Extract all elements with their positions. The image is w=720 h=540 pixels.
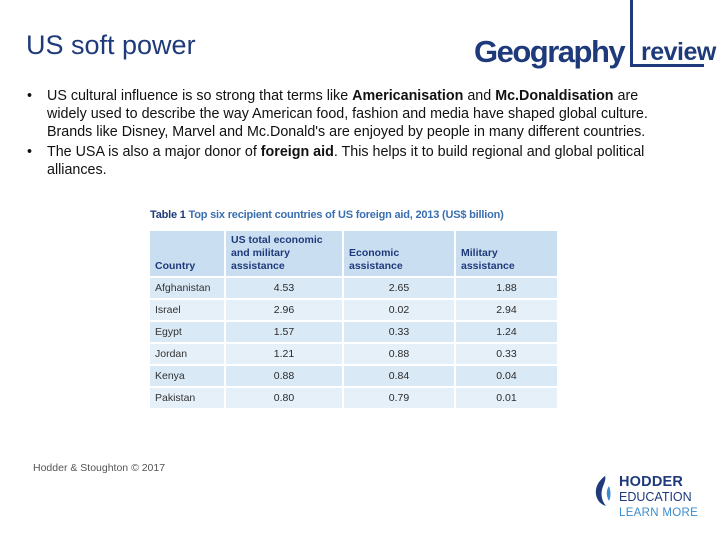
table-row bbox=[150, 365, 558, 387]
cell-military: 2.94 bbox=[455, 299, 558, 321]
cell-military: 0.04 bbox=[455, 365, 558, 387]
copyright-notice: Hodder & Stoughton © 2017 bbox=[33, 462, 166, 474]
bold-term: foreign aid bbox=[260, 144, 334, 160]
hodder-education-logo bbox=[591, 470, 701, 525]
logo-vertical-rule bbox=[630, 0, 633, 67]
cell-country: Israel bbox=[150, 299, 225, 321]
cell-military: 1.88 bbox=[455, 277, 558, 299]
education-wordmark: EDUCATION bbox=[619, 490, 692, 504]
table-row bbox=[150, 387, 558, 409]
table-row bbox=[150, 277, 558, 299]
col-header-military: Military assistance bbox=[455, 231, 558, 277]
cell-economic: 2.65 bbox=[343, 277, 455, 299]
cell-economic: 0.88 bbox=[343, 343, 455, 365]
slide-title: US soft power bbox=[26, 30, 196, 60]
cell-military: 1.24 bbox=[455, 321, 558, 343]
cell-country: Egypt bbox=[150, 321, 225, 343]
table-row bbox=[150, 299, 558, 321]
cell-military: 0.33 bbox=[455, 343, 558, 365]
bullet-text: . This helps it to build regional and global political alliances. bbox=[47, 144, 645, 178]
table-header-row bbox=[150, 231, 558, 277]
cell-total: 0.80 bbox=[225, 387, 343, 409]
bullet-text: US cultural influence is so strong that terms like bbox=[47, 88, 353, 104]
cell-total: 2.96 bbox=[225, 299, 343, 321]
logo-brand-sub: review bbox=[641, 38, 716, 66]
bullet-marker: • bbox=[27, 88, 33, 104]
bullet-text: are widely used to describe the way American food, fashion and media have shaped global culture. Brands like Disney, Marvel and Mc.Donald's are enjoyed by people in many different countries. bbox=[47, 88, 648, 140]
table-row bbox=[150, 343, 558, 365]
bold-term: Americanisation bbox=[352, 88, 464, 104]
table-row bbox=[150, 321, 558, 343]
cell-country: Jordan bbox=[150, 343, 225, 365]
cell-economic: 0.33 bbox=[343, 321, 455, 343]
bullet-item bbox=[26, 87, 676, 141]
table-caption bbox=[150, 209, 504, 221]
bold-term: Mc.Donaldisation bbox=[495, 88, 614, 104]
cell-total: 0.88 bbox=[225, 365, 343, 387]
col-header-country: Country bbox=[150, 231, 225, 277]
cell-economic: 0.79 bbox=[343, 387, 455, 409]
cell-country: Afghanistan bbox=[150, 277, 225, 299]
bullet-text: and bbox=[463, 88, 496, 104]
col-header-economic: Economic assistance bbox=[343, 231, 455, 277]
bullet-list bbox=[26, 87, 676, 181]
cell-economic: 0.02 bbox=[343, 299, 455, 321]
cell-total: 4.53 bbox=[225, 277, 343, 299]
cell-total: 1.21 bbox=[225, 343, 343, 365]
cell-military: 0.01 bbox=[455, 387, 558, 409]
col-header-total: US total economic and military assistance bbox=[225, 231, 343, 277]
bullet-item bbox=[26, 143, 676, 179]
table-caption-label: Table 1 bbox=[150, 209, 186, 221]
bullet-text: The USA is also a major donor of bbox=[47, 144, 261, 160]
cell-economic: 0.84 bbox=[343, 365, 455, 387]
hodder-swoosh-icon bbox=[591, 474, 615, 508]
cell-country: Kenya bbox=[150, 365, 225, 387]
logo-brand-main: Geography bbox=[474, 34, 625, 69]
bullet-marker: • bbox=[27, 144, 33, 160]
geography-review-logo bbox=[474, 0, 716, 74]
cell-country: Pakistan bbox=[150, 387, 225, 409]
foreign-aid-table bbox=[150, 231, 559, 410]
cell-total: 1.57 bbox=[225, 321, 343, 343]
hodder-wordmark: HODDER bbox=[619, 474, 684, 490]
learn-more-tagline: LEARN MORE bbox=[619, 507, 699, 519]
table-caption-text: Top six recipient countries of US foreign aid, 2013 (US$ billion) bbox=[188, 209, 504, 221]
